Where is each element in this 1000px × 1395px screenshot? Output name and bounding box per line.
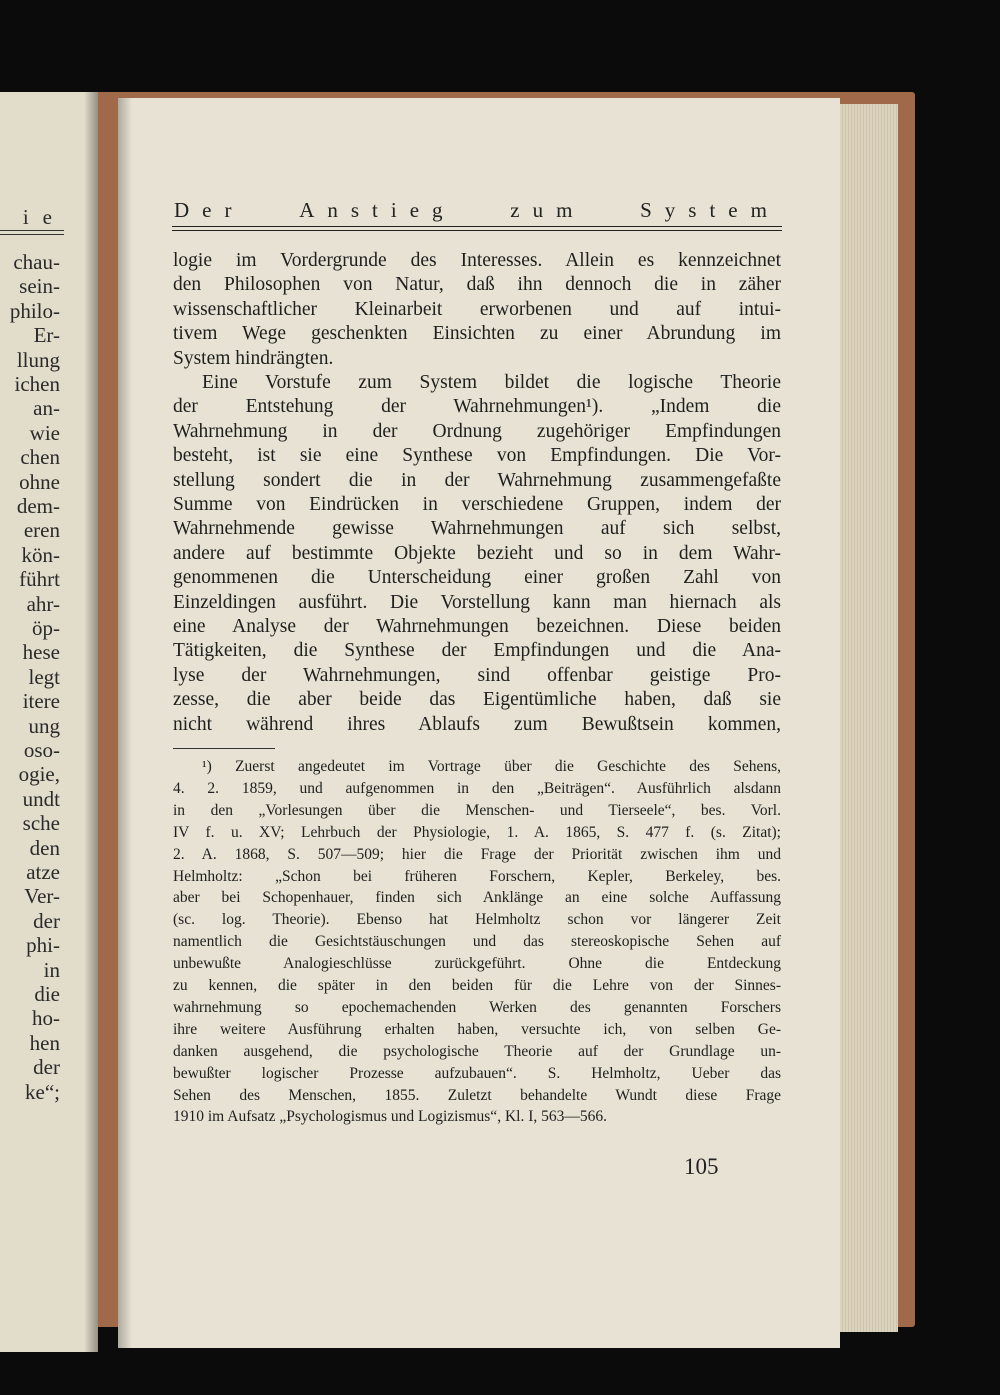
body-text-line: System hindrängten.	[173, 347, 334, 369]
footnote-line: 1910 im Aufsatz „Psychologismus und Logizismus“, Kl. I, 563—566.	[173, 1108, 607, 1126]
footnote-line: 4. 2. 1859, und aufgenommen in den „Beiträgen“. Ausführlich alsdann	[173, 779, 781, 797]
head-rule	[172, 226, 782, 227]
footnote-line: ¹) Zuerst angedeutet im Vortrage über die Geschichte des Sehens,	[202, 758, 781, 775]
footnote-line: IV f. u. XV; Lehrbuch der Physiologie, 1. A. 1865, S. 477 f. (s. Zitat);	[173, 823, 781, 841]
left-line-fragment: öp-	[32, 616, 60, 640]
left-line-fragment: phi-	[26, 933, 60, 958]
left-line-fragment: der	[33, 908, 60, 933]
left-page	[0, 92, 98, 1352]
left-line-fragment: ichen	[14, 372, 60, 396]
left-line-fragment: ho-	[32, 1006, 60, 1031]
body-text-line: genommenen die Unterscheidung einer großen Zahl von	[173, 567, 781, 589]
footnote-rule	[173, 748, 275, 749]
left-line-fragment: undt	[22, 786, 60, 811]
body-text-line: Wahrnehmende gewisse Wahrnehmungen auf sich selbst,	[173, 518, 781, 540]
left-head-rule-secondary	[0, 234, 64, 235]
body-text-line: lyse der Wahrnehmungen, sind offenbar geistige Pro-	[173, 664, 781, 686]
body-text-line: den Philosophen von Natur, daß ihn dennoch die in zäher	[173, 274, 781, 296]
body-text-line: stellung sondert die in der Wahrnehmung zusammengefaßte	[173, 469, 781, 491]
footnote-line: aber bei Schopenhauer, finden sich Anklänge an eine solche Auffassung	[173, 889, 781, 907]
body-text-line: besteht, ist sie eine Synthese von Empfindungen. Die Vor-	[173, 445, 781, 467]
left-line-fragment: hese	[22, 640, 60, 665]
left-line-fragment: wie	[29, 420, 60, 445]
left-line-fragment: dem-	[16, 494, 60, 518]
body-text-line: nicht während ihres Ablaufs zum Bewußtsein kommen,	[173, 713, 781, 735]
footnote-line: Helmholtz: „Schon bei früheren Forschern, Kepler, Berkeley, bes.	[173, 867, 781, 885]
body-text-line: Summe von Eindrücken in verschiedene Gruppen, indem der	[173, 494, 781, 515]
left-line-fragment: an-	[33, 396, 60, 421]
page-edges	[840, 104, 898, 1332]
left-line-fragment: philo-	[9, 298, 60, 323]
body-text-line: tivem Wege geschenkten Einsichten zu einer Abrundung im	[173, 323, 781, 345]
footnote-line: danken ausgehend, die psychologische Theorie auf der Grundlage un-	[173, 1042, 781, 1060]
left-line-fragment: ohne	[19, 469, 60, 494]
left-gutter-shadow	[84, 92, 98, 1352]
body-text-line: eine Analyse der Wahrnehmungen bezeichnen. Diese beiden	[173, 616, 781, 637]
head-rule-secondary	[172, 230, 782, 231]
body-text-line: zesse, die aber beide das Eigentümliche haben, daß sie	[173, 689, 781, 711]
left-line-fragment: die	[34, 982, 60, 1006]
body-text-line: logie im Vordergrunde des Interesses. Allein es kennzeichnet	[173, 250, 781, 271]
left-line-fragment: hen	[29, 1030, 60, 1055]
left-line-fragment: ahr-	[26, 591, 60, 616]
body-text-line: Tätigkeiten, die Synthese der Empfindungen und die Ana-	[173, 640, 781, 662]
left-line-fragment: führt	[19, 567, 60, 592]
right-page	[118, 98, 840, 1348]
footnote-line: unbewußte Analogieschlüsse zurückgeführt. Ohne die Entdeckung	[173, 955, 781, 973]
left-line-fragment: Er-	[33, 323, 60, 348]
running-head-word: Der	[174, 198, 245, 222]
left-line-fragment: sche	[22, 811, 60, 836]
left-line-fragment: kön-	[21, 542, 60, 567]
left-line-fragment: ke“;	[25, 1079, 60, 1104]
left-line-fragment: sein-	[19, 274, 60, 299]
footnote-line: (sc. log. Theorie). Ebenso hat Helmholtz schon vor längerer Zeit	[173, 911, 781, 929]
body-text-line: Eine Vorstufe zum System bildet die logische Theorie	[202, 372, 781, 393]
body-text-line: der Entstehung der Wahrnehmungen¹). „Indem die	[173, 396, 781, 418]
footnote-line: 2. A. 1868, S. 507—509; hier die Frage der Priorität zwischen ihm und	[173, 845, 781, 863]
left-line-fragment: oso-	[23, 738, 60, 762]
left-line-fragment: legt	[28, 664, 60, 689]
running-head	[174, 198, 780, 223]
body-text-line: Wahrnehmung in der Ordnung zugehöriger Empfindungen	[173, 420, 781, 442]
footnote-line: Sehen des Menschen, 1855. Zuletzt behandelte Wundt diese Frage	[173, 1086, 781, 1104]
left-line-fragment: chen	[20, 445, 60, 470]
footnote-line: bewußter logischer Prozesse aufzubauen“. S. Helmholtz, Ueber das	[173, 1064, 781, 1082]
running-head-word: zum	[510, 198, 586, 222]
left-line-fragment: der	[33, 1055, 60, 1080]
footnote-line: namentlich die Gesichtstäuschungen und das stereoskopische Sehen auf	[173, 933, 781, 951]
left-head-rule	[0, 230, 64, 231]
left-line-fragment: chau-	[13, 250, 60, 274]
footnote-line: in den „Vorlesungen über die Menschen- und Tierseele“, bes. Vorl.	[173, 801, 781, 819]
left-line-fragment: Ver-	[24, 884, 60, 909]
running-head-word: Anstieg	[299, 198, 456, 222]
left-line-fragment: atze	[26, 860, 60, 884]
left-line-fragment: in	[43, 957, 60, 982]
left-line-fragment: llung	[16, 347, 60, 372]
footnote-line: zu kennen, die später in den beiden für die Lehre von der Sinnes-	[173, 977, 781, 994]
left-running-head: ie	[22, 205, 66, 229]
body-text-line: andere auf bestimmte Objekte bezieht und so in dem Wahr-	[173, 542, 781, 564]
left-line-fragment: eren	[23, 518, 60, 543]
left-line-fragment: ung	[28, 713, 60, 738]
footnote-line: ihre weitere Ausführung erhalten haben, versuchte ich, von selben Ge-	[173, 1020, 781, 1038]
left-line-fragment: itere	[22, 689, 60, 714]
footnote-line: wahrnehmung so epochemachenden Werken des genannten Forschers	[173, 998, 781, 1016]
left-line-fragment: den	[29, 835, 60, 860]
running-head-word: System	[640, 198, 780, 222]
left-line-fragment: ogie,	[18, 762, 60, 787]
page-number: 105	[684, 1154, 719, 1179]
body-text-line: wissenschaftlicher Kleinarbeit erworbenen und auf intui-	[173, 298, 781, 320]
right-gutter-shadow	[118, 98, 132, 1348]
body-text-line: Einzeldingen ausführt. Die Vorstellung kann man hiernach als	[173, 591, 781, 613]
